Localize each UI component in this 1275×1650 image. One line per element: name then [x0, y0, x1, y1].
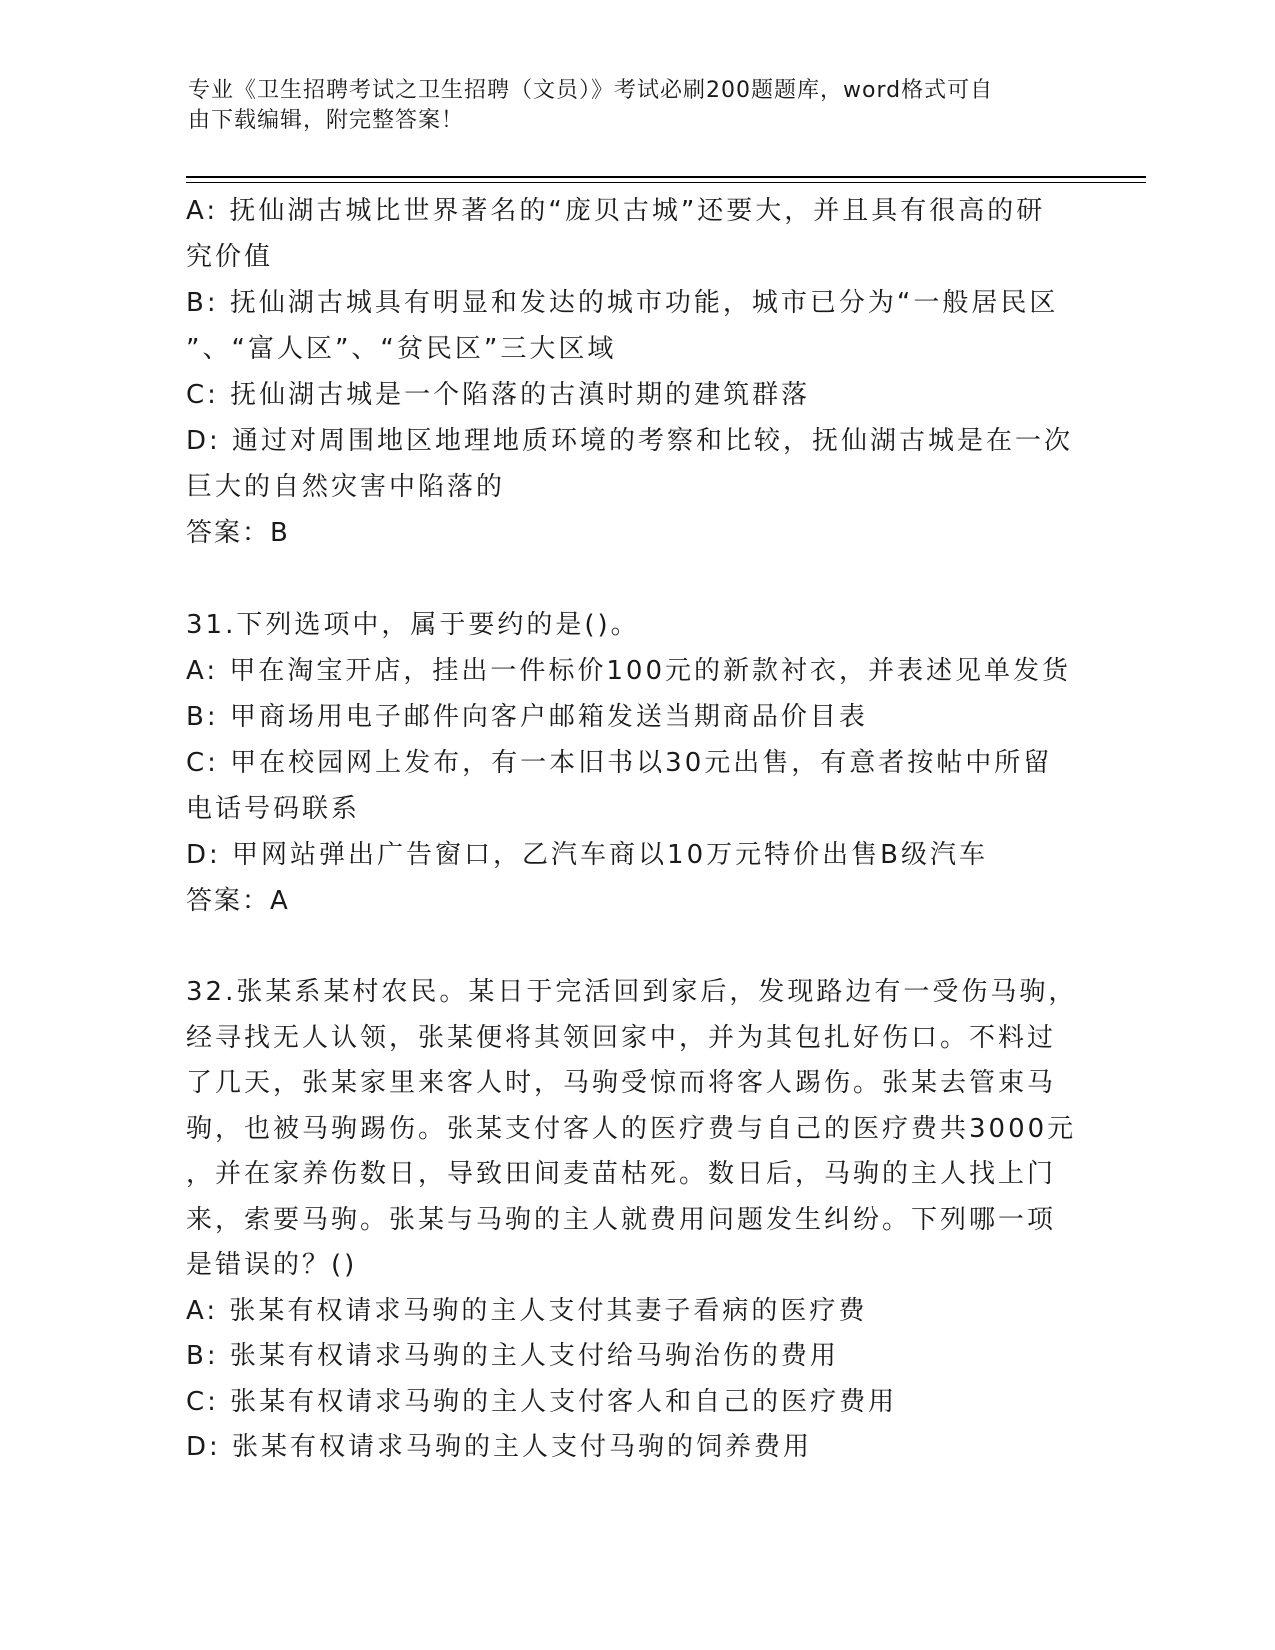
answer: 答案：B [186, 518, 290, 548]
option-b [186, 280, 1066, 372]
option-line: A: 抚仙湖古城比世界著名的“庞贝古城”还要大，并且具有很高的研 [186, 196, 1046, 226]
stem-line: 经寻找无人认领，张某便将其领回家中，并为其包扎好伤口。不料过 [186, 1022, 1057, 1053]
stem-line: ，并在家养伤数日，导致田间麦苗枯死。数日后，马驹的主人找上门 [186, 1159, 1057, 1189]
header-rule-thin [186, 182, 1146, 183]
option-c [186, 740, 1066, 832]
option-a: A: 张某有权请求马驹的主人支付其妻子看病的医疗费 [186, 1295, 868, 1326]
option-line: 究价值 [186, 242, 274, 272]
document-header [188, 76, 1068, 136]
option-line: B: 抚仙湖古城具有明显和发达的城市功能，城市已分为“一般居民区 [186, 288, 1059, 318]
option-a [186, 188, 1066, 280]
stem-line: 是错误的？() [186, 1250, 358, 1280]
option-line: D: 通过对周围地区地理地质环境的考察和比较，抚仙湖古城是在一次 [186, 426, 1074, 456]
option-line: ”、“富人区”、“贫民区”三大区域 [186, 334, 617, 364]
question-32 [186, 970, 1078, 1471]
option-b: B: 甲商场用电子邮件向客户邮箱发送当期商品价目表 [186, 702, 868, 732]
option-d [186, 418, 1074, 510]
question-stem [186, 970, 1078, 1289]
question-30 [186, 188, 1074, 556]
spacer [186, 556, 1066, 602]
option-d: D: 甲网站弹出广告窗口，乙汽车商以10万元特价出售B级汽车 [186, 840, 988, 870]
answer: 答案：A [186, 886, 290, 916]
option-b: B: 张某有权请求马驹的主人支付给马驹治伤的费用 [186, 1341, 839, 1371]
document-body [186, 188, 1078, 1471]
option-line: C: 甲在校园网上发布，有一本旧书以30元出售，有意者按帖中所留 [186, 748, 1053, 778]
question-31 [186, 602, 1071, 924]
option-c [186, 372, 1066, 418]
option-d: D: 张某有权请求马驹的主人支付马驹的饲养费用 [186, 1432, 813, 1462]
spacer [186, 924, 1066, 970]
stem-line: 了几天，张某家里来客人时，马驹受惊而将客人踢伤。张某去管束马 [186, 1068, 1057, 1098]
option-line: 巨大的自然灾害中陷落的 [186, 472, 506, 502]
stem-line: 32.张某系某村农民。某日于完活回到家后，发现路边有一受伤马驹， [186, 977, 1078, 1007]
option-line: 电话号码联系 [186, 794, 361, 824]
header-line-1: 专业《卫生招聘考试之卫生招聘（文员）》考试必刷200题题库，word格式可自 [188, 78, 994, 103]
stem-line: 来，索要马驹。张某与马驹的主人就费用问题发生纠纷。下列哪一项 [186, 1204, 1057, 1235]
header-rule-thick [186, 176, 1146, 178]
option-line: C: 抚仙湖古城是一个陷落的古滇时期的建筑群落 [186, 380, 811, 410]
stem-line: 驹，也被马驹踢伤。张某支付客人的医疗费与自己的医疗费共3000元 [186, 1113, 1077, 1144]
option-c: C: 张某有权请求马驹的主人支付客人和自己的医疗费用 [186, 1386, 898, 1417]
question-stem: 31.下列选项中，属于要约的是()。 [186, 610, 640, 640]
option-a: A: 甲在淘宝开店，挂出一件标价100元的新款衬衣，并表述见单发货 [186, 656, 1071, 686]
header-line-2: 由下载编辑，附完整答案！ [188, 108, 465, 133]
